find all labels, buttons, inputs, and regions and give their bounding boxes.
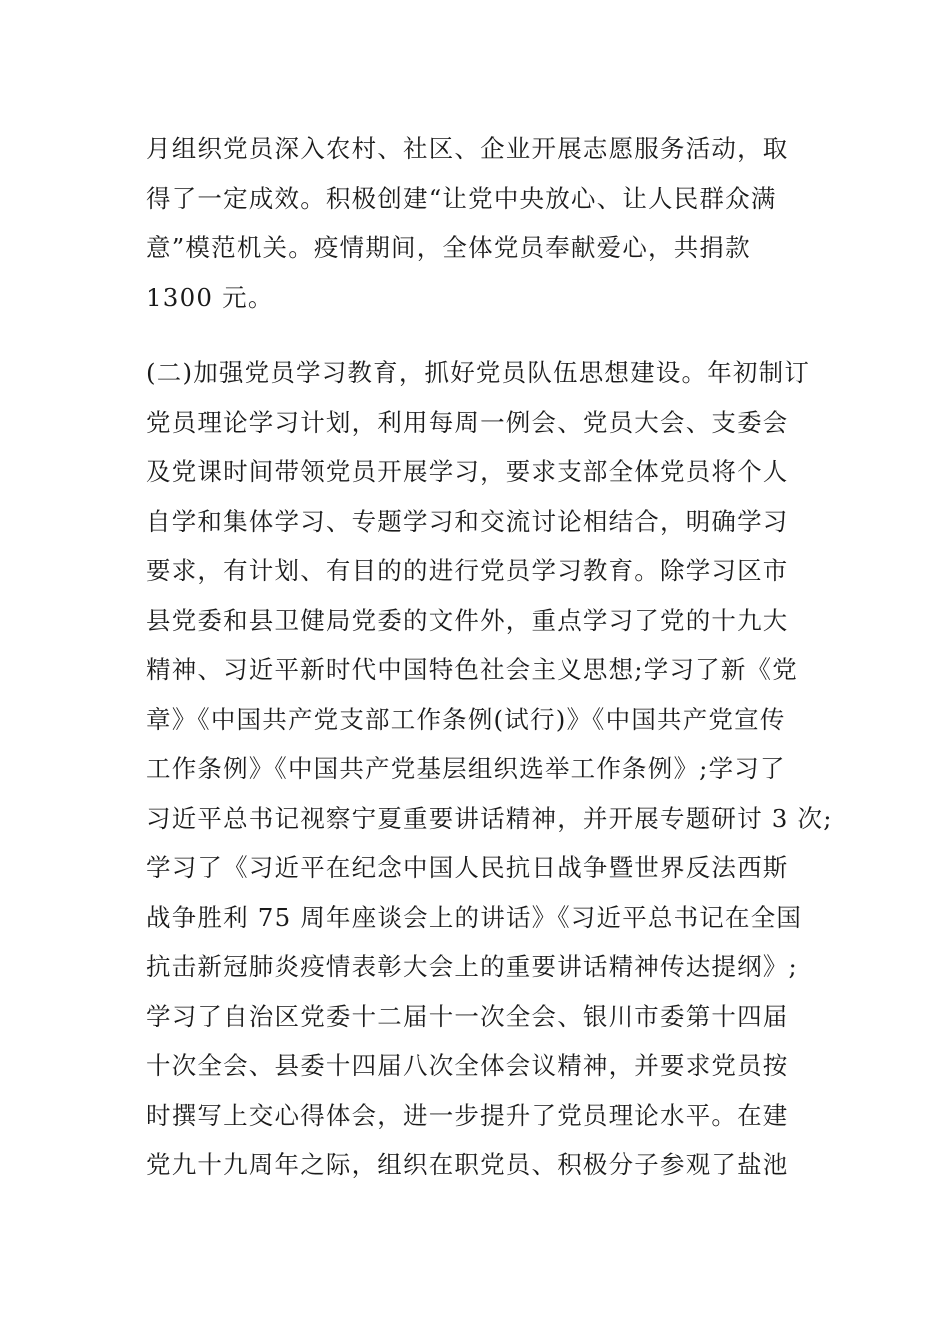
text-line: 抗击新冠肺炎疫情表彰大会上的重要讲话精神传达提纲》; xyxy=(146,952,798,981)
paragraph-study-education xyxy=(146,348,833,1190)
text-line: 十次全会、县委十四届八次全体会议精神，并要求党员按 xyxy=(146,1051,789,1080)
text-line: 意”模范机关。疫情期间，全体党员奉献爱心，共捐款 xyxy=(146,233,751,262)
text-line: 要求，有计划、有目的的进行党员学习教育。除学习区市 xyxy=(146,556,789,585)
text-line: 县党委和县卫健局党委的文件外，重点学习了党的十九大 xyxy=(146,605,789,635)
text-line: 学习了自治区党委十二届十一次全会、银川市委第十四届 xyxy=(146,1001,789,1031)
text-line: 自学和集体学习、专题学习和交流讨论相结合，明确学习 xyxy=(146,506,789,536)
text-line: 精神、习近平新时代中国特色社会主义思想;学习了新《党 xyxy=(146,655,798,684)
text-line: 工作条例》《中国共产党基层组织选举工作条例》;学习了 xyxy=(146,754,786,783)
text-line: 月组织党员深入农村、社区、企业开展志愿服务活动，取 xyxy=(146,134,789,163)
text-line: 党员理论学习计划，利用每周一例会、党员大会、支委会 xyxy=(146,407,789,437)
text-line: 学习了《习近平在纪念中国人民抗日战争暨世界反法西斯 xyxy=(146,853,789,882)
text-line: 得了一定成效。积极创建“让党中央放心、让人民群众满 xyxy=(146,183,777,213)
text-line: 党九十九周年之际，组织在职党员、积极分子参观了盐池 xyxy=(146,1150,789,1179)
text-line: 战争胜利 75 周年座谈会上的讲话》《习近平总书记在全国 xyxy=(146,902,803,932)
text-line: 及党课时间带领党员开展学习，要求支部全体党员将个人 xyxy=(146,457,789,486)
text-line: 时撰写上交心得体会，进一步提升了党员理论水平。在建 xyxy=(146,1100,789,1130)
paragraph-volunteer-service xyxy=(146,124,826,322)
text-line: 章》《中国共产党支部工作条例(试行)》《中国共产党宣传 xyxy=(146,704,786,734)
text-line: (二)加强党员学习教育，抓好党员队伍思想建设。年初制订 xyxy=(146,358,811,387)
text-line: 1300 元。 xyxy=(146,282,274,312)
text-line: 习近平总书记视察宁夏重要讲话精神，并开展专题研讨 3 次; xyxy=(146,803,833,833)
